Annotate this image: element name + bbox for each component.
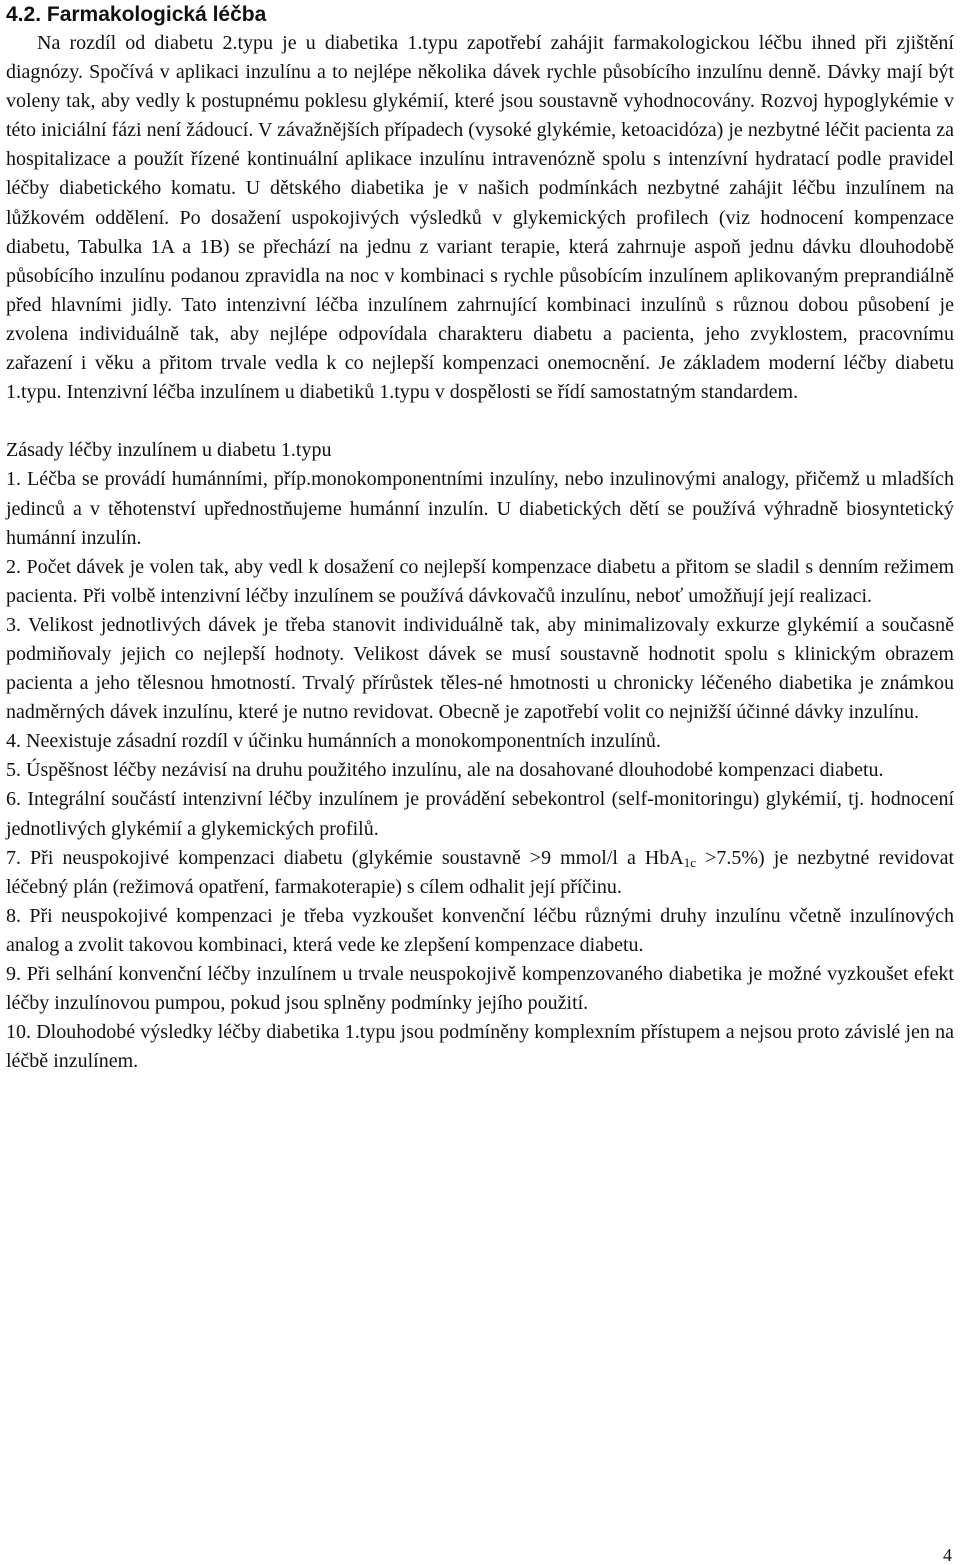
principle-item-10: 10. Dlouhodobé výsledky léčby diabetika 1.typu jsou podmíněny komplexním přístupem a nejsou proto závislé jen na léčbě inzulínem.: [6, 1021, 954, 1073]
principle-item-6: 6. Integrální součástí intenzivní léčby inzulínem je provádění sebekontrol (self-monitoringu) glykémií, tj. hodnocení jednotlivých glykémií a glykemických profilů.: [6, 788, 954, 840]
section-heading: 4.2. Farmakologická léčba: [6, 3, 267, 26]
hba1c-subscript: 1c: [683, 854, 697, 870]
principle-item-4: 4. Neexistuje zásadní rozdíl v účinku humánních a monokomponentních inzulínů.: [6, 730, 661, 753]
principle-item-8: 8. Při neuspokojivé kompenzaci je třeba vyzkoušet konvenční léčbu různými druhy inzulínu včetně inzulínových analog a zvolit takovou kombinaci, která vede ke zlepšení kompenzace diabetu.: [6, 904, 954, 956]
principle-item-1: 1. Léčba se provádí humánními, příp.monokomponentními inzulíny, nebo inzulinovými analogy, přičemž u mladších jedinců a v těhotenství upřednostňujeme humánní inzulín. U diabetických dětí se používá výhradně biosyntetický humánní inzulín.: [6, 468, 954, 549]
principle-item-7: [6, 844, 954, 902]
principle-item-3: 3. Velikost jednotlivých dávek je třeba stanovit individuálně tak, aby minimalizovaly exkurze glykémií a současně podmiňovaly jejich co nejlepší hodnoty. Velikost dávek se musí soustavně hodnotit spolu s klinickým obrazem pacienta a jeho tělesnou hmotností. Trvalý přírůstek těles-né hmotnosti u chronicky léčeného diabetika je známkou nadměrných dávek inzulínu, které je nutno revidovat. Obecně je zapotřebí volit co nejnižší účinné dávky inzulínu.: [6, 613, 954, 724]
principle-7-text-before: 7. Při neuspokojivé kompenzaci diabetu (glykémie soustavně >9 mmol/l a HbA: [6, 846, 684, 869]
principles-title: Zásady léčby inzulínem u diabetu 1.typu: [6, 439, 332, 462]
principle-item-5: 5. Úspěšnost léčby nezávisí na druhu použitého inzulínu, ale na dosahované dlouhodobé kompenzaci diabetu.: [6, 759, 884, 782]
principle-7-text-after: >7.5%) je nezbytné revidovat léčebný plán (režimová opatření, farmakoterapie) s cílem odhalit její příčinu.: [6, 846, 955, 898]
page-number: 4: [943, 1545, 952, 1565]
intro-paragraph: Na rozdíl od diabetu 2.typu je u diabetika 1.typu zapotřebí zahájit farmakologickou léčbu ihned při zjištění diagnózy. Spočívá v aplikaci inzulínu a to nejlépe několika dávek rychle působícího inzulínu denně. Dávky mají být voleny tak, aby vedly k postupnému poklesu glykémií, které jsou soustavně vyhodnocovány. Rozvoj hypoglykémie v této iniciální fázi není žádoucí. V závažnějších případech (vysoké glykémie, ketoacidóza) je nezbytné léčit pacienta za hospitalizace a použít řízené kontinuální aplikace inzulínu intravenózně spolu s intenzívní hydratací podle pravidel léčby diabetického komatu. U dětského diabetika je v našich podmínkách nezbytné zahájit léčbu inzulínem na lůžkovém oddělení. Po dosažení uspokojivých výsledků v glykemických profilech (viz hodnocení kompenzace diabetu, Tabulka 1A a 1B) se přechází na jednu z variant terapie, která zahrnuje aspoň jednu dávku dlouhodobě působícího inzulínu podanou zpravidla na noc v kombinaci s rychle působícím inzulínem aplikovaným preprandiálně před hlavními jidly. Tato intenzivní léčba inzulínem zahrnující kombinaci inzulínů s různou dobou působení je zvolena individuálně tak, aby nejlépe odpovídala charakteru diabetu a pacienta, jeho zvyklostem, pracovnímu zařazení i věku a přitom trvale vedla k co nejlepší kompenzaci onemocnění. Je základem moderní léčby diabetu 1.typu. Intenzivní léčba inzulínem u diabetiků 1.typu v dospělosti se řídí samostatným standardem.: [6, 32, 954, 404]
paragraph-spacer: [6, 407, 954, 436]
principle-item-9: 9. Při selhání konvenční léčby inzulínem u trvale neuspokojivě kompenzovaného diabetika je možné vyzkoušet efekt léčby inzulínovou pumpou, pokud jsou splněny podmínky jejího použití.: [6, 963, 954, 1015]
document-page: [6, 0, 954, 1076]
principle-item-2: 2. Počet dávek je volen tak, aby vedl k dosažení co nejlepší kompenzace diabetu a přitom se sladil s denním režimem pacienta. Při volbě intenzivní léčby inzulínem se používá dávkovačů inzulínu, neboť umožňují její realizaci.: [6, 555, 954, 607]
